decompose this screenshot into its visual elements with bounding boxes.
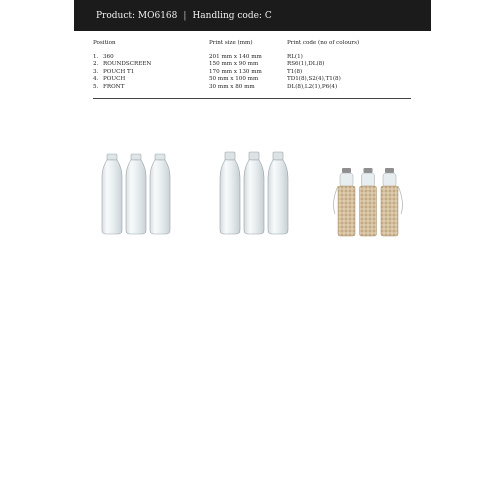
row-print-code: T1(8) xyxy=(287,68,303,75)
row-position: 360 xyxy=(103,53,114,60)
row-position: POUCH xyxy=(103,76,126,83)
row-position: FRONT xyxy=(103,83,125,90)
bottle-icon xyxy=(268,152,288,234)
bottle-icon xyxy=(381,168,398,236)
row-number: 3. xyxy=(93,68,99,75)
product-code: Product: MO6168 xyxy=(96,10,178,21)
bottle-icon xyxy=(338,168,355,236)
bottle-icon xyxy=(126,154,146,234)
row-number: 5. xyxy=(93,83,99,90)
row-position: POUCH T1 xyxy=(103,68,135,75)
row-print-size: 201 mm x 140 mm xyxy=(209,53,262,60)
table-row xyxy=(93,61,413,69)
row-print-size: 30 mm x 80 mm xyxy=(209,83,255,90)
row-number: 1. xyxy=(93,53,99,60)
row-print-code: TD1(8),S2(4),T1(8) xyxy=(287,76,341,83)
column-header-position: Position xyxy=(93,40,116,46)
row-number: 4. xyxy=(93,76,99,83)
table-row xyxy=(93,69,413,77)
bottle-icon xyxy=(220,152,240,234)
table-row xyxy=(93,76,413,84)
bottle-icon xyxy=(244,152,264,234)
bottles-image-pouch xyxy=(329,166,407,238)
row-number: 2. xyxy=(93,61,99,68)
bottles-image-plain xyxy=(100,150,176,236)
header-separator: | xyxy=(183,10,187,21)
bottles-image-angle xyxy=(218,150,294,236)
product-sheet-page xyxy=(74,0,431,504)
table-header-row xyxy=(93,40,413,48)
handling-code: Handling code: C xyxy=(192,10,272,21)
column-header-print-size: Print size (mm) xyxy=(209,40,253,46)
header-bar xyxy=(74,0,431,31)
bottle-icon xyxy=(102,154,122,234)
bottle-icon xyxy=(360,168,377,236)
table-row xyxy=(93,84,413,92)
row-print-code: RL(1) xyxy=(287,53,303,60)
print-positions-table xyxy=(93,40,413,92)
table-row xyxy=(93,54,413,62)
column-header-print-code: Print code (no of colours) xyxy=(287,40,360,46)
row-print-code: RS6(1),DL(8) xyxy=(287,61,325,68)
row-position: ROUNDSCREEN xyxy=(103,61,152,68)
row-print-code: DL(8),L2(1),P6(4) xyxy=(287,83,338,90)
row-print-size: 150 mm x 90 mm xyxy=(209,61,259,68)
table-divider xyxy=(93,98,411,99)
bottle-icon xyxy=(150,154,170,234)
row-print-size: 170 mm x 130 mm xyxy=(209,68,262,75)
row-print-size: 50 mm x 100 mm xyxy=(209,76,259,83)
